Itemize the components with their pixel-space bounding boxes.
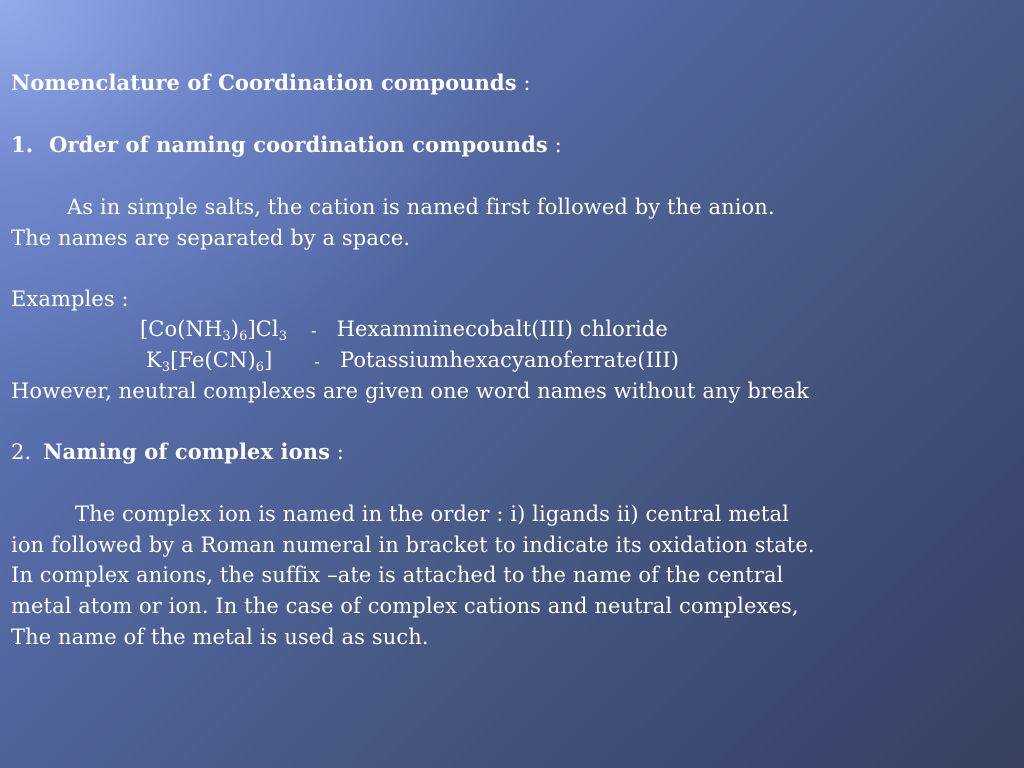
- section2-number: 2.: [11, 440, 32, 464]
- section2-title: Naming of complex ions: [43, 439, 331, 464]
- section2-heading: [11, 438, 344, 466]
- section1-title: Order of naming coordination compounds: [49, 132, 548, 157]
- example-1-dash: -: [311, 321, 317, 340]
- formula-text: [Fe(CN): [170, 348, 256, 372]
- formula-text: [Co(NH: [140, 317, 223, 341]
- heading-title: Nomenclature of Coordination compounds: [11, 70, 517, 95]
- formula-subscript: 3: [222, 329, 231, 344]
- section1-paragraph-line2: The names are separated by a space.: [11, 226, 411, 250]
- formula-text: K: [146, 348, 162, 372]
- slide-heading: [11, 69, 531, 97]
- formula-subscript: 6: [239, 329, 248, 344]
- section1-number: 1.: [11, 132, 34, 157]
- formula-subscript: 3: [161, 360, 171, 375]
- section2-paragraph-line2: ion followed by a Roman numeral in bracket to indicate its oxidation state.: [11, 533, 815, 557]
- formula-text: ]: [264, 348, 273, 372]
- example-2-dash: -: [314, 352, 320, 371]
- section1-heading: [11, 131, 562, 159]
- examples-note: However, neutral complexes are given one word names without any break: [11, 379, 809, 403]
- section1-colon: :: [547, 133, 562, 157]
- section2-paragraph-line1: The complex ion is named in the order : i) ligands ii) central metal: [75, 502, 789, 526]
- example-row-2: [146, 346, 679, 376]
- section2-paragraph-line4: metal atom or ion. In the case of complex cations and neutral complexes,: [11, 594, 799, 618]
- formula-text: ]Cl: [247, 317, 279, 341]
- section2-colon: :: [330, 440, 344, 464]
- examples-label: Examples :: [11, 287, 129, 311]
- formula-subscript: 3: [278, 329, 288, 344]
- example-1-name: Hexamminecobalt(III) chloride: [336, 317, 668, 341]
- heading-colon: :: [516, 71, 531, 95]
- formula-text: ): [230, 317, 240, 341]
- example-2-formula: [146, 348, 273, 375]
- section2-paragraph-line5: The name of the metal is used as such.: [11, 625, 429, 649]
- example-1-formula: [140, 317, 288, 344]
- section1-paragraph-line1: As in simple salts, the cation is named first followed by the anion.: [67, 195, 775, 219]
- section2-paragraph-line3: In complex anions, the suffix –ate is attached to the name of the central: [11, 563, 784, 587]
- formula-subscript: 6: [255, 360, 265, 375]
- example-row-1: [140, 315, 668, 345]
- example-2-name: Potassiumhexacyanoferrate(III): [339, 348, 680, 372]
